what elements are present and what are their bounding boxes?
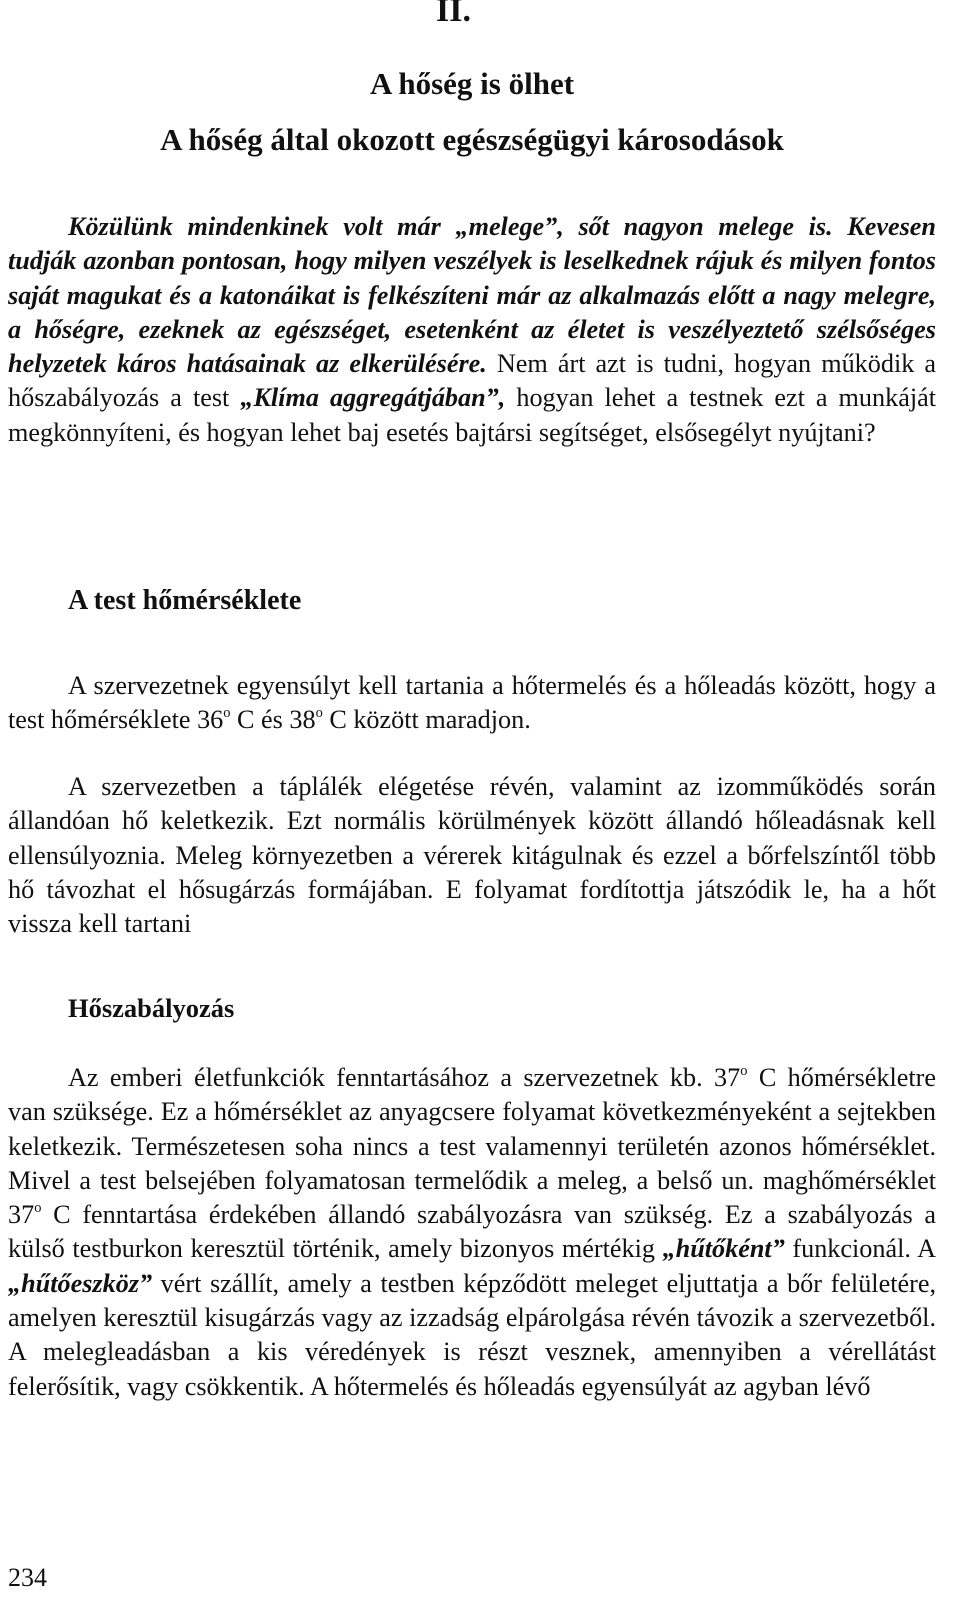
temp-text-a: A szervezetnek egyensúlyt kell tartania a hőtermelés és a hőleadás között, hogy a test hőmérséklete 36 bbox=[8, 671, 936, 735]
thermo-text-d: funkcionál. A bbox=[784, 1234, 936, 1264]
thermo-text-a: Az emberi életfunkciók fenntartásához a szervezetnek kb. 37 bbox=[68, 1063, 741, 1092]
paragraph-temperature-balance bbox=[8, 669, 936, 738]
temp-text-b: C és 38 bbox=[230, 705, 316, 735]
thermo-text-e: vért szállít, amely a testben képződött meleget eljuttatja a bőr felületére, amelyen keresztül kisugárzás vagy az izzadság elpárolgása révén távozik a szervezetből. A melegleadásban a kis véredények is részt vesznek, amennyiben a vérellátást felerősítik, vagy csökkentik. A hőtermelés és hőleadás egyensúlyát az agyban lévő bbox=[8, 1268, 936, 1401]
section-heading-body-temperature: A test hőmérséklete bbox=[68, 585, 302, 616]
page-title: A hőség is ölhet bbox=[369, 66, 575, 101]
page-number: 234 bbox=[8, 1563, 47, 1592]
intro-emphasis: „Klíma aggregátjában”, bbox=[240, 383, 506, 413]
thermo-emphasis-cooling-device: „hűtőeszköz” bbox=[8, 1268, 153, 1298]
intro-paragraph bbox=[8, 210, 936, 450]
chapter-number: II. bbox=[436, 0, 471, 29]
section-heading-thermoregulation: Hőszabályozás bbox=[68, 993, 235, 1023]
thermo-text-c: C fenntartása érdekében állandó szabályozásra van szükség. Ez a szabályozás a külső testburkon keresztül történik, amely bizonyos mértékig bbox=[8, 1200, 936, 1264]
paragraph-heat-production: A szervezetben a táplálék elégetése révén, valamint az izomműködés során állandóan hő keletkezik. Ezt normális körülmények között állandó hőleadásnak kell ellensúlyoznia. Meleg környezetben a vérerek kitágulnak és ezzel a bőrfelszíntől több hő távozhat el hősugárzás formájában. E folyamat fordítottja játszódik le, ha a hőt vissza kell tartani bbox=[8, 772, 936, 939]
degree-mark: o bbox=[34, 1200, 42, 1217]
page-subtitle: A hőség által okozott egészségügyi károsodások bbox=[160, 122, 784, 157]
intro-italic-text: Közülünk mindenkinek volt már „melege”, sőt nagyon melege is. Kevesen tudják azonban pontosan, hogy milyen veszélyek is leselkednek rájuk és milyen fontos saját magukat és a katonáikat is felkészíteni már az alkalmazás előtt a nagy melegre, a hőségre, ezeknek az egészséget, esetenként az életet is veszélyeztető szélsőséges helyzetek káros hatásainak az elkerülésére. bbox=[8, 212, 936, 379]
thermo-emphasis-cooler: „hűtőként” bbox=[662, 1234, 785, 1264]
degree-mark: o bbox=[223, 705, 231, 722]
intro-text-1: Nem árt azt is tudni, hogyan működik a hőszabályozás a test bbox=[8, 349, 936, 413]
intro-text-2: hogyan lehet a testnek ezt a munkáját megkönnyíteni, és hogyan lehet baj esetés bajtársi segítséget, elsősegélyt nyújtani? bbox=[8, 383, 937, 447]
degree-mark: o bbox=[315, 705, 323, 722]
temp-text-c: C között maradjon. bbox=[322, 705, 531, 735]
degree-mark: o bbox=[740, 1063, 748, 1080]
thermo-text-b: C hőmérsékletre van szüksége. Ez a hőmérséklet az anyagcsere folyamat következményeként a sejtekben keletkezik. Természetesen soha nincs a test valamennyi területén azonos hőmérséklet. Mivel a test belsejében folyamatosan termelődik a meleg, a belső un. maghőmérséklet 37 bbox=[8, 1063, 936, 1230]
paragraph-thermoregulation bbox=[8, 1061, 936, 1404]
